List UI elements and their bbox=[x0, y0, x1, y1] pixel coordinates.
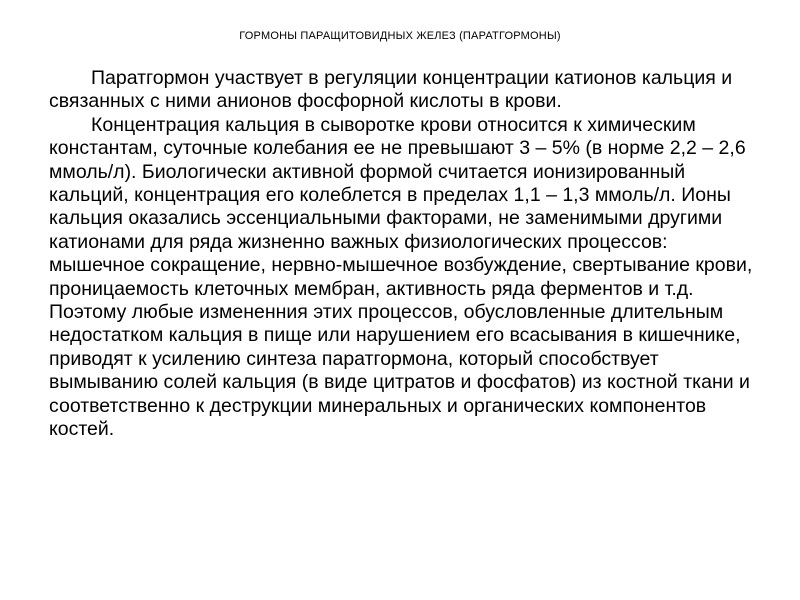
paragraph-calcium-concentration: Концентрация кальция в сыворотке крови относится к химическим константам, суточные колебания ее не превышают 3 – 5% (в норме 2,2 – 2,6 ммоль/л). Биологически активной формой считается ионизированный кальций, концентрация его колеблется в пределах 1,1 – 1,3 ммоль/л. Ионы кальция оказались эссенциальными факторами, не заменимыми другими катионами для ряда жизненно важных физиологических процессов: мышечное сокращение, нервно-мышечное возбуждение, свертывание крови, проницаемость клеточных мембран, активность ряда ферментов и т.д. Поэтому любые измененния этих процессов, обусловленные длительным недостатком кальция в пище или нарушением его всасывания в кишечнике, приводят к усилению синтеза паратгормона, который способствует вымыванию солей кальция (в виде цитратов и фосфатов) из костной ткани и соответственно к деструкции минеральных и органических компонентов костей. bbox=[49, 113, 753, 441]
paragraph-parathormone-role: Паратгормон участвует в регуляции концентрации катионов кальция и связанных с ними анионов фосфорной кислоты в крови. bbox=[49, 67, 733, 113]
slide-title: ГОРМОНЫ ПАРАЩИТОВИДНЫХ ЖЕЛЕЗ (ПАРАТГОРМОНЫ) bbox=[239, 30, 561, 42]
slide-body bbox=[49, 67, 761, 442]
